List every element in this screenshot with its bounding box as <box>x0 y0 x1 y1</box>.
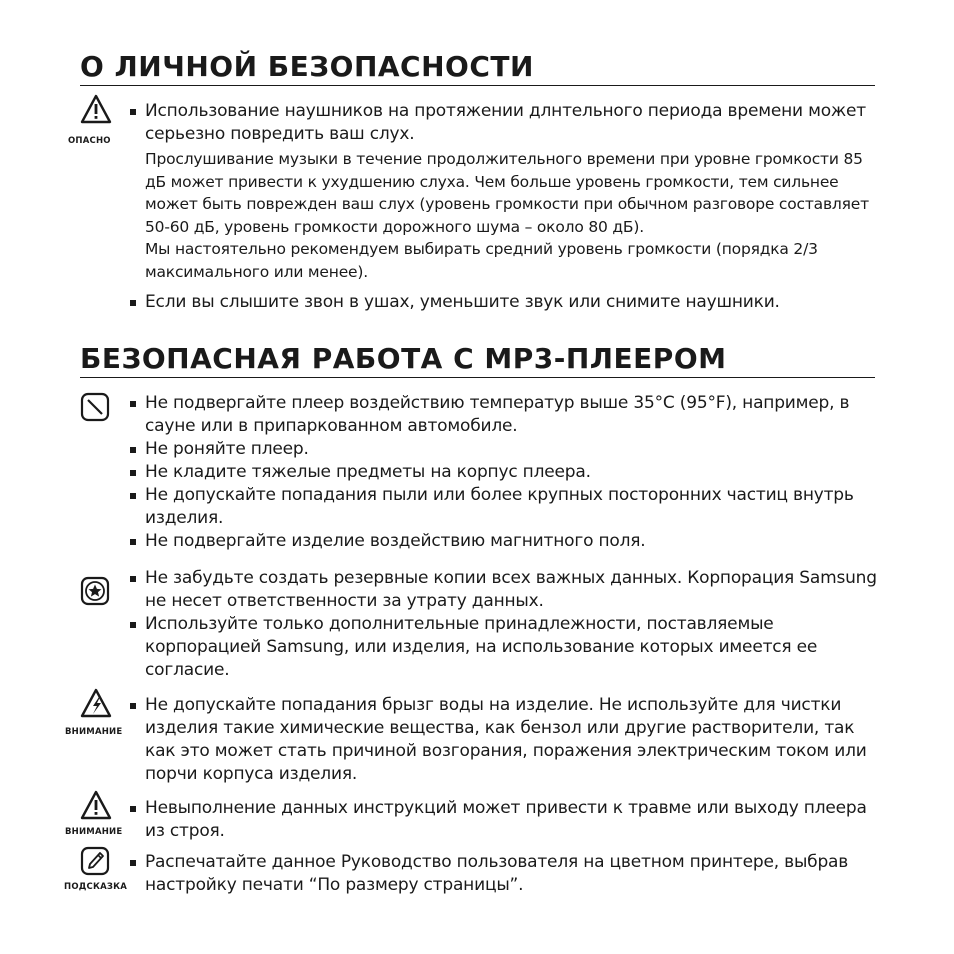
list-item: Использование наушников на протяжении длнтельного периода времени может серьезно повредить ваш слух. <box>128 100 878 146</box>
list-item: Используйте только дополнительные принадлежности, поставляемые корпорацией Samsung, или изделия, на использование которых имеется ее согласие. <box>128 613 878 682</box>
list-item: Не допускайте попадания брызг воды на изделие. Не используйте для чистки изделия такие химические вещества, как бензол или другие растворители, так как это может стать причиной возгорания, поражения электрическим током или порчи корпуса изделия. <box>128 694 878 786</box>
tip-icon-label: ПОДСКАЗКА <box>64 882 128 892</box>
tip-pencil-icon <box>80 846 110 876</box>
list-item: Не подвергайте изделие воздействию магнитного поля. <box>128 530 878 553</box>
injury-caution <box>128 797 878 843</box>
hearing-note <box>128 148 878 283</box>
important-star-icon <box>80 576 110 606</box>
caution-warning-icon <box>80 790 112 820</box>
danger-warning-icon <box>80 94 112 124</box>
print-tip <box>128 851 878 897</box>
note-paragraph: Прослушивание музыки в течение продолжительного времени при уровне громкости 85 дБ может привести к ухудшению слуха. Чем больше уровень громкости, тем сильнее может быть поврежден ваш слух (уровень громкости при обычном разговоре составляет 50-60 дБ, уровень громкости дорожного шума – около 80 дБ). <box>145 150 869 236</box>
list-item: Не забудьте создать резервные копии всех важных данных. Корпорация Samsung не несет ответственности за утрату данных. <box>128 567 878 613</box>
danger-icon-label: ОПАСНО <box>68 136 111 146</box>
note-paragraph: Мы настоятельно рекомендуем выбирать средний уровень громкости (порядка 2/3 максимального или менее). <box>145 240 818 281</box>
electric-warning-icon <box>80 688 112 718</box>
list-item: Не допускайте попадания пыли или более крупных посторонних частиц внутрь изделия. <box>128 484 878 530</box>
important-list <box>128 567 878 682</box>
prohibitions-list <box>128 392 878 553</box>
list-item: Не подвергайте плеер воздействию температур выше 35°C (95°F), например, в сауне или в припаркованном автомобиле. <box>128 392 878 438</box>
water-caution <box>128 694 878 786</box>
prohibited-icon <box>80 392 110 422</box>
section-mp3-safety-title: БЕЗОПАСНАЯ РАБОТА С MP3-ПЛЕЕРОМ <box>80 342 875 378</box>
section-personal-safety-title: О ЛИЧНОЙ БЕЗОПАСНОСТИ <box>80 50 875 86</box>
list-item: Невыполнение данных инструкций может привести к травме или выходу плеера из строя. <box>128 797 878 843</box>
caution-icon-label: ВНИМАНИЕ <box>65 727 123 737</box>
list-item: Не кладите тяжелые предметы на корпус плеера. <box>128 461 878 484</box>
list-item: Если вы слышите звон в ушах, уменьшите звук или снимите наушники. <box>128 291 878 314</box>
personal-safety-content <box>128 100 878 314</box>
caution-icon-label: ВНИМАНИЕ <box>65 827 123 837</box>
list-item: Распечатайте данное Руководство пользователя на цветном принтере, выбрав настройку печати “По размеру страницы”. <box>128 851 878 897</box>
list-item: Не роняйте плеер. <box>128 438 878 461</box>
